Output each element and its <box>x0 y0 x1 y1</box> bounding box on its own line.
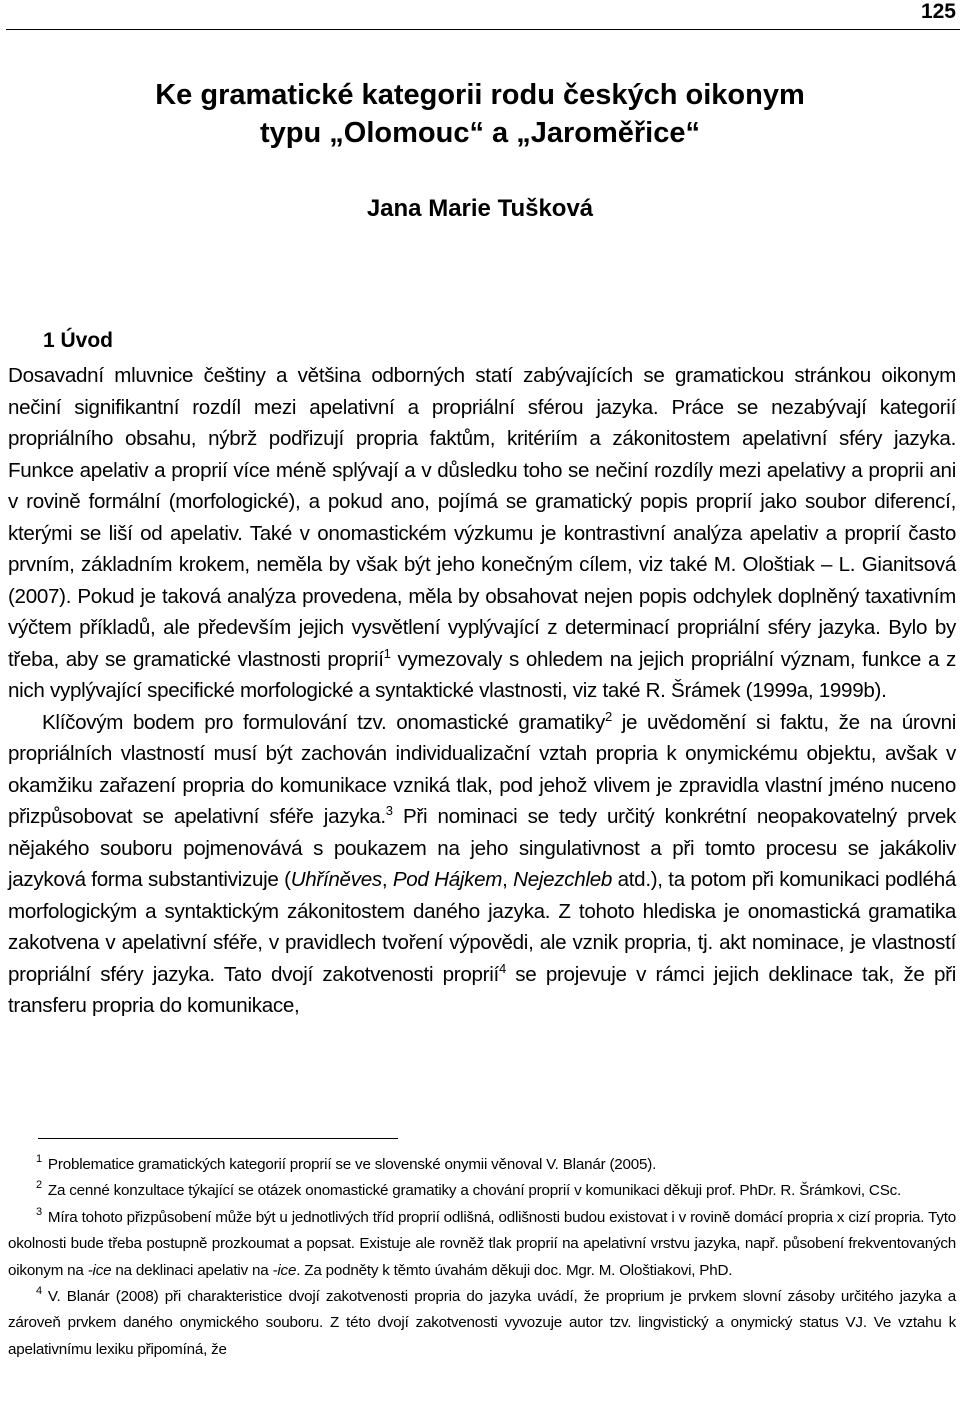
footnotes <box>8 1152 956 1363</box>
footnote-text: . Za podněty k těmto úvahám děkuji doc. Mgr. M. Ološtiakovi, PhD. <box>296 1261 733 1279</box>
footnote-ref-4: 4 <box>498 960 506 976</box>
footnote-mark: 4 <box>36 1285 42 1298</box>
body-text <box>8 360 956 1022</box>
footnote-ref-2: 2 <box>604 708 612 724</box>
paragraph-2 <box>8 707 956 1022</box>
paragraph-2-part-2: Při nominaci se tedy určitý konkrétní neopakovatelný prvek nějakého souboru pojmenovává s poukazem na jeho singulativnost a při tomto procesu se jakákoliv jazyková forma substantivizuje ( <box>8 805 956 891</box>
footnote-text: Míra tohoto přizpůsobení může být u jednotlivých tříd proprií odlišná, odlišnosti budou existovat i v rovině domácí propria x cizí propria. Tyto okolnosti bude třeba postupně prozkoumat a popsat. Existuje ale rovněž tlak proprií na apelativní vrstvu jazyka, např. působení frekventovaných oikonym na <box>8 1208 956 1279</box>
example-name-3: Nejezchleb <box>513 868 613 891</box>
header-rule <box>6 29 960 30</box>
footnote-text: V. Blanár (2008) při charakteristice dvojí zakotvenosti propria do jazyka uvádí, že proprium je prvkem slovní zásoby určitého jazyka a zároveň prvkem daného onymického souboru. Z této dvojí zakotvenosti vyvozuje autor tzv. lingvistický a onymický status VJ. Ve vztahu k apelativnímu lexiku připomíná, že <box>8 1288 956 1358</box>
footnote-2 <box>8 1178 956 1204</box>
footnote-italic: -ice <box>272 1261 297 1279</box>
footnote-ref-3: 3 <box>385 803 393 818</box>
separator: , <box>502 868 514 891</box>
footnote-1 <box>8 1152 956 1178</box>
example-name-2: Pod Hájkem <box>392 868 503 891</box>
footnote-mark: 3 <box>36 1205 42 1218</box>
paragraph-2-start: Klíčovým bodem pro formulování tzv. onomastické gramatiky <box>42 710 605 734</box>
title-line-1: Ke gramatické kategorii rodu českých oikonym <box>155 79 805 111</box>
footnote-separator <box>38 1138 398 1139</box>
paragraph-2-part-3: atd.), ta potom při komunikaci podléhá morfologickým a syntaktickým zákonitostem daného jazyka. Z tohoto hlediska je onomastická gramatika zakotvena v apelativní sféře, v pravidlech tvoření výpovědi, ale vznik propria, tj. akt nominace, je vlastností propriální sféry jazyka. Tato dvojí zakotvenosti proprií <box>8 868 957 986</box>
section-heading: 1 Úvod <box>43 329 114 352</box>
paragraph-1 <box>8 360 956 707</box>
footnote-italic: -ice <box>87 1261 112 1279</box>
author-name: Jana Marie Tušková <box>366 195 594 222</box>
footnote-ref-1: 1 <box>383 645 391 661</box>
separator: , <box>381 868 393 891</box>
title-line-2: typu „Olomouc“ a „Jaroměřice“ <box>260 117 700 149</box>
footnote-text: Problematice gramatických kategorií proprií se ve slovenské onymii věnoval V. Blanár (2005). <box>47 1156 657 1173</box>
footnote-3 <box>8 1205 956 1284</box>
footnote-mark: 1 <box>36 1153 42 1165</box>
paragraph-2-end: se projevuje v rámci jejich deklinace tak, že při transferu propria do komunikace, <box>8 962 956 1017</box>
footnote-text: na deklinaci apelativ na <box>111 1261 273 1279</box>
page-number: 125 <box>920 0 956 23</box>
example-name-1: Uhříněves <box>290 868 382 891</box>
paragraph-1-text: Dosavadní mluvnice češtiny a většina odborných statí zabývajících se gramatickou stránkou oikonym nečiní signifikantní rozdíl mezi apelativní a propriální sférou jazyka. Práce se nezabývají kategorií propriálního obsahu, nýbrž podřizují propria faktům, kritériím a zákonitostem apelativní sféry jazyka. Funkce apelativ a proprií více méně splývají a v důsledku toho se nečiní rozdíly mezi apelativy a proprii ani v rovině formální (morfologické), a pokud ano, pojímá se gramatický popis proprií jako soubor diferencí, kterými se liší od apelativ. Také v onomastickém výzkumu je kontrastivní analýza apelativ a proprií často prvním, základním krokem, neměla by však být jeho konečným cílem, viz také M. Ološtiak – L. Gianitsová (2007). Pokud je taková analýza provedena, měla by obsahovat nejen popis odchylek doplněný taxativním výčtem příkladů, ale především jejich vysvětlení vyplývající z determinací propriální sféry jazyka. Bylo by třeba, aby se gramatické vlastnosti proprií <box>8 364 956 671</box>
paragraph-1-end: vymezovaly s ohledem na jejich propriální význam, funkce a z nich vyplývající specifické morfologické a syntaktické vlastnosti, viz také R. Šrámek (1999a, 1999b). <box>8 647 956 702</box>
paragraph-2-part-1: je uvědomění si faktu, že na úrovni propriálních vlastností musí být zachován individualizační vztah propria k onymickému objektu, avšak v okamžiku zařazení propria do komunikace vzniká tlak, pod jehož vlivem je zpravidla vlastní jméno nuceno přizpůsobovat se apelativní sféře jazyka. <box>8 710 957 828</box>
footnote-4 <box>8 1284 956 1363</box>
article-title <box>0 76 960 152</box>
footnote-text: Za cenné konzultace týkající se otázek onomastické gramatiky a chování proprií v komunikaci děkuji prof. PhDr. R. Šrámkovi, CSc. <box>47 1182 902 1200</box>
footnote-mark: 2 <box>36 1179 42 1192</box>
